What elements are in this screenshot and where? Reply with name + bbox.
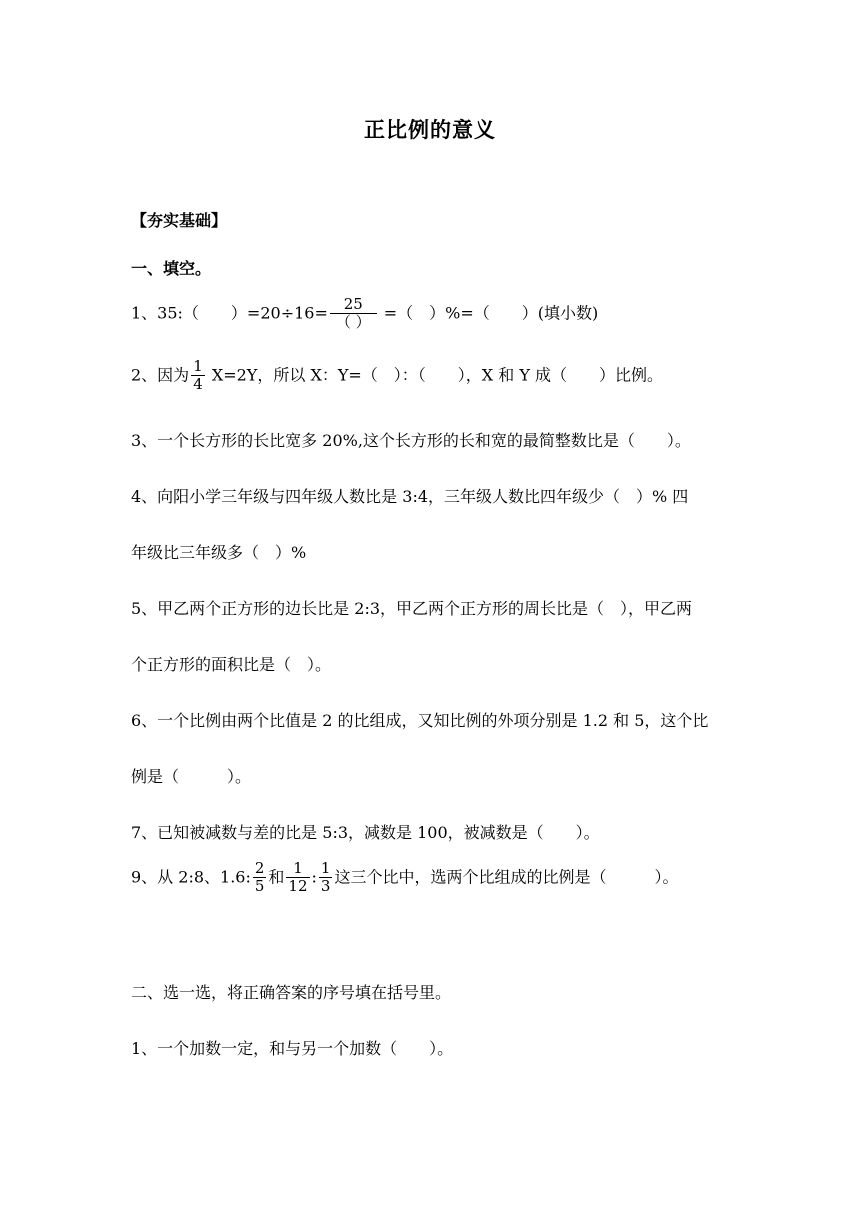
- question-2: [131, 358, 663, 394]
- q9-f1-den: 5: [254, 877, 265, 896]
- q9-f3-den: 3: [320, 877, 331, 896]
- question-7: 7、已知被减数与差的比是 5:3，减数是 100，被减数是（ ）。: [131, 823, 600, 842]
- q2-frac-den: 4: [193, 375, 203, 394]
- question-4-line-2: 年级比三年级多（ ）%: [131, 543, 307, 562]
- q9-f1-num: 2: [254, 859, 265, 877]
- q9-f3-num: 1: [320, 859, 331, 877]
- question-6-line-2: 例是（ ）。: [131, 767, 252, 786]
- question-5-line-1: 5、甲乙两个正方形的边长比是 2:3，甲乙两个正方形的周长比是（ ），甲乙两: [131, 599, 693, 618]
- q1-frac-den: （ ）: [330, 313, 377, 331]
- q1-frac-num: 25: [343, 295, 363, 313]
- question-4-line-1: 4、向阳小学三年级与四年级人数比是 3:4，三年级人数比四年级少（ ）% 四: [131, 487, 689, 506]
- q9-before: 9、从 2:8、1.6:: [131, 867, 251, 887]
- q1-after: =（ ）%=（ ）(填小数): [378, 303, 599, 323]
- question-3: 3、一个长方形的长比宽多 20%,这个长方形的长和宽的最简整数比是（ ）。: [131, 431, 691, 450]
- part2-heading: 二、选一选，将正确答案的序号填在括号里。: [131, 983, 452, 1002]
- q2-fraction: [191, 358, 205, 394]
- question-1: [131, 296, 598, 332]
- question-9: [131, 860, 678, 896]
- page-title: 正比例的意义: [364, 117, 496, 142]
- q9-colon: :: [311, 867, 317, 887]
- q9-fraction-1: [253, 860, 267, 896]
- question-6-line-1: 6、一个比例由两个比值是 2 的比组成，又知比例的外项分别是 1.2 和 5，这个比: [131, 711, 709, 730]
- q9-fraction-2: [286, 860, 309, 896]
- q2-frac-num: 1: [193, 357, 203, 375]
- q2-before: 2、因为: [131, 365, 190, 385]
- question-5-line-2: 个正方形的面积比是（ ）。: [131, 655, 332, 674]
- q9-after: 这三个比中，选两个比组成的比例是（ ）。: [334, 867, 679, 887]
- q2-after: X=2Y，所以 X：Y=（ ）：（ ），X 和 Y 成（ ）比例。: [206, 365, 664, 385]
- section-label: 【夯实基础】: [131, 211, 228, 230]
- q9-f2-den: 12: [288, 877, 308, 896]
- q9-fraction-3: [319, 860, 333, 896]
- q9-mid: 和: [268, 867, 285, 887]
- part2-question-1: 1、一个加数一定，和与另一个加数（ ）。: [131, 1039, 454, 1058]
- q9-f2-num: 1: [293, 859, 303, 877]
- q1-before: 1、35:（ ）=20÷16=: [131, 303, 328, 323]
- part1-heading: 一、填空。: [131, 259, 212, 278]
- q1-fraction: [330, 296, 377, 332]
